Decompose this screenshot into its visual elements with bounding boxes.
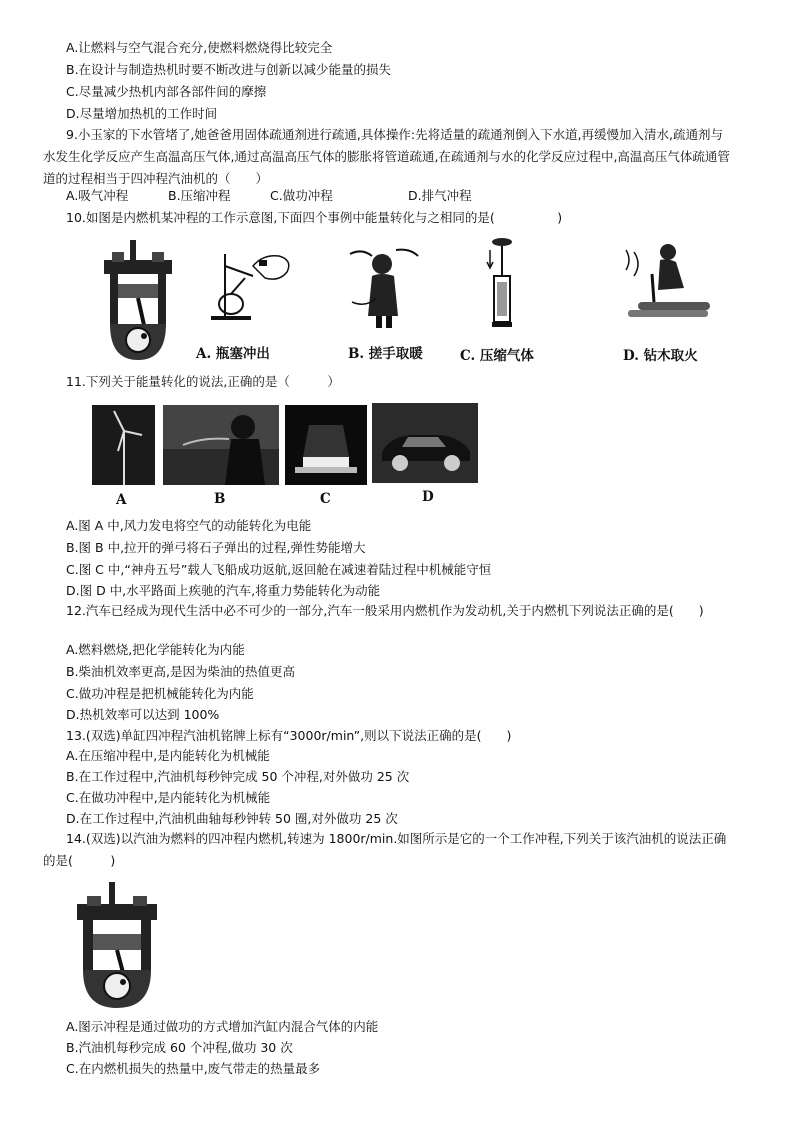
q11-label-d: D [422, 489, 434, 505]
drill-wood-fire-illustration [618, 240, 714, 320]
q11-option-b: B.图 B 中,拉开的弹弓将石子弹出的过程,弹性势能增大 [66, 540, 366, 555]
q8-option-c: C.尽量减少热机内部各部件间的摩擦 [66, 84, 267, 99]
q13-option-a: A.在压缩冲程中,是内能转化为机械能 [66, 748, 270, 763]
q12-option-d: D.热机效率可以达到 100% [66, 707, 220, 722]
photo-slingshot [163, 405, 279, 485]
q8-option-d: D.尽量增加热机的工作时间 [66, 106, 218, 121]
q9-stem: 9.小玉家的下水管堵了,她爸爸用固体疏通剂进行疏通,具体操作:先将适量的疏通剂倒入下水道,再缓慢加入清水,疏通剂与水发生化学反应产生高温高压气体,通过高温高压气体的膨胀将管道疏通,在疏通剂与水的化学反应过程中,高温高压气体疏通管道的过程相当于四冲程汽油机的（ ） [43, 127, 730, 186]
q10-caption-d: D. 钻木取火 [623, 348, 698, 364]
q9-option-d: D.排气冲程 [408, 188, 472, 203]
photo-racing-car [372, 403, 478, 483]
q9-option-b: B.压缩冲程 [168, 188, 231, 203]
q11-option-d: D.图 D 中,水平路面上疾驰的汽车,将重力势能转化为动能 [66, 583, 381, 598]
q9-option-a: A.吸气冲程 [66, 188, 129, 203]
q14-option-b: B.汽油机每秒完成 60 个冲程,做功 30 次 [66, 1040, 293, 1055]
q14-engine-diagram [73, 880, 161, 1012]
q13-stem: 13.(双选)单缸四冲程汽油机铭牌上标有“3000r/min”,则以下说法正确的是( ) [66, 728, 512, 743]
q9-options [66, 186, 472, 206]
q14-stem: 14.(双选)以汽油为燃料的四冲程内燃机,转速为 1800r/min.如图所示是它的一个工作冲程,下列关于该汽油机的说法正确的是( ) [43, 831, 727, 868]
q11-label-a: A [116, 492, 127, 508]
q10-caption-c: C. 压缩气体 [460, 348, 534, 364]
q12-stem: 12.汽车已经成为现代生活中必不可少的一部分,汽车一般采用内燃机作为发动机,关于内燃机下列说法正确的是( ) [66, 603, 704, 618]
photo-capsule-landing [285, 405, 367, 485]
q11-option-a: A.图 A 中,风力发电将空气的动能转化为电能 [66, 518, 312, 533]
q13-option-d: D.在工作过程中,汽油机曲轴每秒钟转 50 圈,对外做功 25 次 [66, 811, 398, 826]
rubbing-hands-illustration [346, 242, 424, 332]
q10-caption-a: A. 瓶塞冲出 [196, 346, 270, 362]
photo-wind-turbine [92, 405, 155, 485]
q11-label-c: C [320, 491, 331, 507]
q11-stem: 11.下列关于能量转化的说法,正确的是（ ） [66, 374, 340, 389]
q11-option-c: C.图 C 中,“神舟五号”载人飞船成功返航,返回舱在减速着陆过程中机械能守恒 [66, 562, 492, 577]
engine-stroke-diagram [100, 238, 176, 364]
fire-piston-illustration [484, 236, 520, 330]
q14-option-a: A.图示冲程是通过做功的方式增加汽缸内混合气体的内能 [66, 1019, 379, 1034]
q14-option-c: C.在内燃机损失的热量中,废气带走的热量最多 [66, 1061, 321, 1076]
q13-option-b: B.在工作过程中,汽油机每秒钟完成 50 个冲程,对外做功 25 次 [66, 769, 410, 784]
q13-option-c: C.在做功冲程中,是内能转化为机械能 [66, 790, 271, 805]
q11-label-b: B [214, 491, 226, 507]
q12-option-b: B.柴油机效率更高,是因为柴油的热值更高 [66, 664, 296, 679]
flask-cork-illustration [205, 246, 295, 324]
q10-caption-b: B. 搓手取暖 [348, 346, 423, 362]
q8-option-b: B.在设计与制造热机时要不断改进与创新以减少能量的损失 [66, 62, 392, 77]
q12-option-a: A.燃料燃烧,把化学能转化为内能 [66, 642, 245, 657]
q12-option-c: C.做功冲程是把机械能转化为内能 [66, 686, 254, 701]
q10-stem: 10.如图是内燃机某冲程的工作示意图,下面四个事例中能量转化与之相同的是( ) [66, 210, 563, 225]
q9-option-c: C.做功冲程 [270, 188, 333, 203]
q8-option-a: A.让燃料与空气混合充分,使燃料燃烧得比较完全 [66, 40, 333, 55]
